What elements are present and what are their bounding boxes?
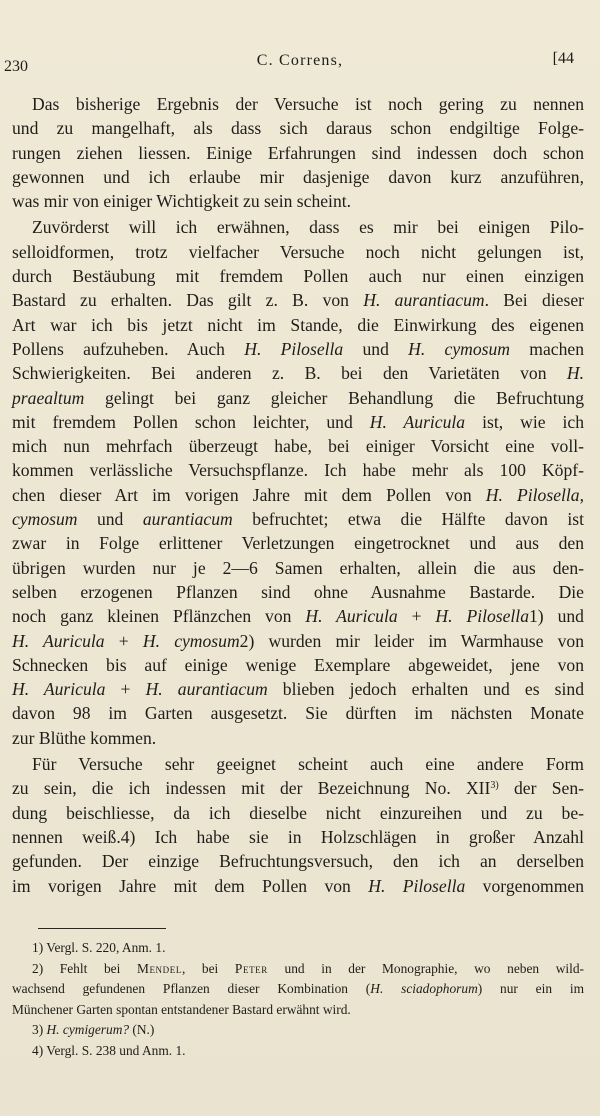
text-line: mich nun mehrfach überzeugt habe, bei einiger Vorsicht eine voll- [12,436,584,457]
body-text [12,92,584,898]
text-line: cymosum und aurantiacum befruchtet; etwa die Hälfte davon ist [12,509,585,530]
text-line: praealtum gelingt bei ganz gleicher Behandlung die Befruchtung [12,387,584,408]
text-line: rungen ziehen liessen. Einige Erfahrungen sind indessen doch schon [12,142,584,163]
text-line: chen dieser Art im vorigen Jahre mit dem Pollen von H. Pilosella, [12,484,584,505]
text-line: Schnecken bis auf einige wenige Exemplare abgeweidet, jene von [12,654,584,675]
paragraph [12,752,584,898]
footnote: 3) H. cymigerum? (N.) [32,1022,155,1037]
page-number: 230 [4,58,28,75]
text-line: mit fremdem Pollen schon leichter, und H. Auricula ist, wie ich [12,411,584,432]
footnote: 4) Vergl. S. 238 und Anm. 1. [32,1042,186,1058]
footnotes [12,938,584,1061]
text-line: zwar in Folge erlittener Verletzungen eingetrocknet und aus den [12,533,584,554]
text-line: selben erzogenen Pflanzen sind ohne Ausnahme Bastarde. Die [12,581,584,602]
text-line: Für Versuche sehr geeignet scheint auch eine andere Form [32,754,584,775]
text-line: Zuvörderst will ich erwähnen, dass es mir bei einigen Pilo- [32,217,584,238]
text-line: H. Auricula + H. cymosum2) wurden mir leider im Warmhause von [12,630,584,651]
original-page-reference: [44 [552,50,574,67]
paragraph [12,215,584,750]
text-line: noch ganz kleinen Pflänzchen von H. Auricula + H. Pilosella1) und [12,606,584,627]
text-line: zur Blüthe kommen. [12,727,157,748]
text-line: zu sein, die ich indessen mit der Bezeichnung No. XII$^{3)}$ der Sen- [12,778,584,799]
text-line: gewonnen und ich erlaube mir dasjenige davon kurz anzuführen, [12,166,584,187]
text-line: Art war ich bis jetzt nicht im Stande, die Einwirkung des eigenen [12,314,584,335]
text-line: übrigen wurden nur je 2—6 Samen erhalten, allein die aus den- [12,557,584,578]
footnote: 2) Fehlt bei Mendel, bei Peter und in der Monographie, wo neben wild- [32,960,584,976]
running-header [0,50,600,78]
footnote-rule [38,928,166,929]
paragraph [12,92,584,213]
footnote-continuation: Münchener Garten spontan entstandener Bastard erwähnt wird. [12,1001,351,1017]
text-line: gefunden. Der einzige Befruchtungsversuch, den ich an derselben [12,851,584,872]
text-line: Bastard zu erhalten. Das gilt z. B. von H. aurantiacum. Bei dieser [12,290,584,311]
text-line: Schwierigkeiten. Bei anderen z. B. bei den Varietäten von H. [12,363,584,384]
text-line: und zu mangelhaft, als dass sich daraus schon endgiltige Folge- [12,118,584,139]
text-line: durch Bestäubung mit fremdem Pollen auch nur einen einzigen [12,266,584,287]
text-line: Pollens aufzuheben. Auch H. Pilosella und H. cymosum machen [12,338,584,359]
text-line: nennen weiß.4) Ich habe sie in Holzschlägen in großer Anzahl [12,826,584,847]
text-line: was mir von einiger Wichtigkeit zu sein scheint. [12,191,352,212]
text-line: H. Auricula + H. aurantiacum blieben jedoch erhalten und es sind [12,679,584,700]
text-line: kommen verlässliche Versuchspflanze. Ich habe mehr als 100 Köpf- [12,460,584,481]
footnote: 1) Vergl. S. 220, Anm. 1. [32,940,166,955]
text-line: davon 98 im Garten ausgesetzt. Sie dürften im nächsten Monate [12,703,584,724]
text-line: Das bisherige Ergebnis der Versuche ist noch gering zu nennen [32,94,584,114]
text-line: dung beischliesse, da ich dieselbe nicht einzureihen und zu be- [12,802,584,823]
text-line: im vorigen Jahre mit dem Pollen von H. Pilosella vorgenommen [12,875,584,896]
footnote-continuation: wachsend gefundenen Pflanzen dieser Kombination (H. sciadophorum) nur ein im [12,981,584,996]
running-title: C. Correns, [256,52,344,69]
text-line: selloidformen, trotz vielfacher Versuche noch nicht gelungen ist, [12,241,584,262]
